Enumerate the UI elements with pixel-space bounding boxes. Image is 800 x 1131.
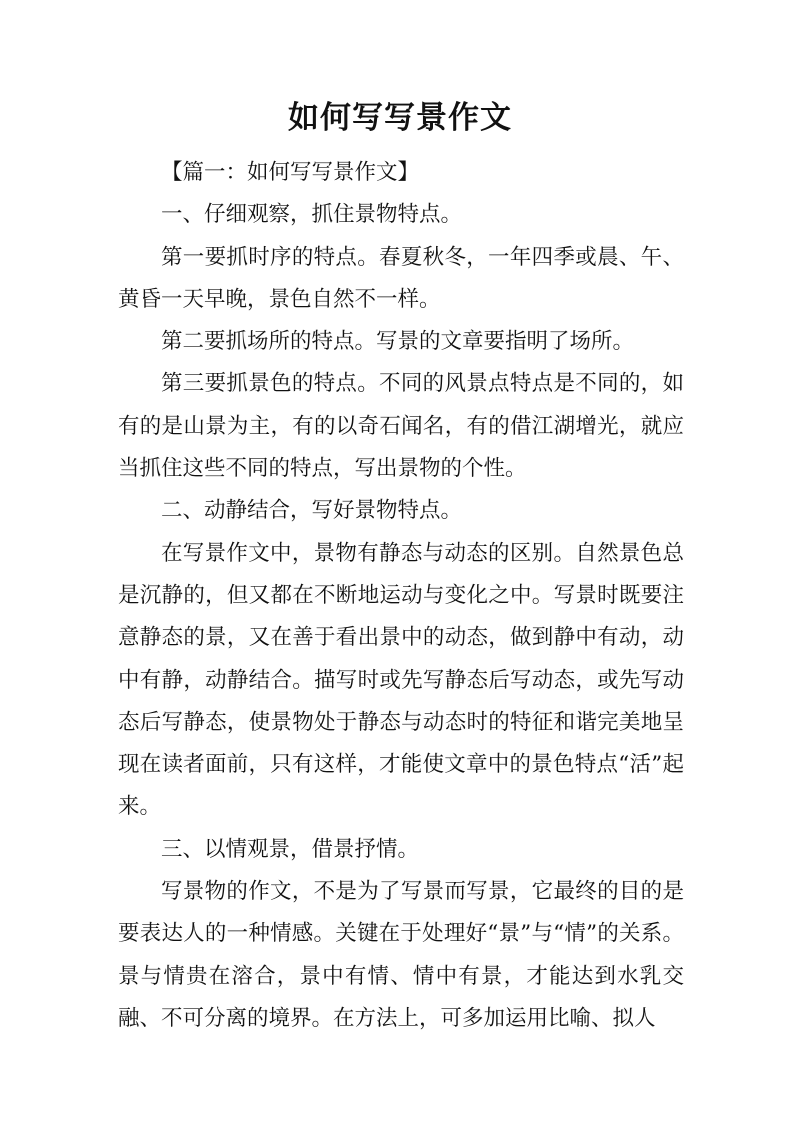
paragraph: 在写景作文中，景物有静态与动态的区别。自然景色总是沉静的，但又都在不断地运动与变化之中。写景时既要注意静态的景，又在善于看出景中的动态，做到静中有动，动中有静，动静结合。描写时或先写静态后写动态，或先写动态后写静态，使景物处于静态与动态时的特征和谐完美地呈现在读者面前，只有这样，才能使文章中的景色特点“活”起来。: [118, 540, 684, 820]
paragraph-heading: 【篇一：如何写写景作文】: [161, 160, 420, 185]
paragraph-section-1: 一、仔细观察，抓住景物特点。: [161, 202, 463, 228]
paragraph-section-3: 三、以情观景，借景抒情。: [161, 836, 420, 862]
paragraph: 第一要抓时序的特点。春夏秋冬，一年四季或晨、午、黄昏一天早晚，景色自然不一样。: [118, 244, 684, 312]
document-title: 如何写写景作文: [288, 100, 512, 136]
document-body: [118, 152, 684, 1040]
paragraph: 第二要抓场所的特点。写景的文章要指明了场所。: [161, 329, 635, 355]
paragraph: 写景物的作文，不是为了写景而写景，它最终的目的是要表达人的一种情感。关键在于处理好“景”与“情”的关系。景与情贵在溶合，景中有情、情中有景，才能达到水乳交融、不可分离的境界。在方法上，可多加运用比喻、拟人: [118, 879, 684, 1031]
paragraph: 第三要抓景色的特点。不同的风景点特点是不同的，如有的是山景为主，有的以奇石闻名，有的借江湖增光，就应当抓住这些不同的特点，写出景物的个性。: [118, 371, 684, 482]
paragraph-section-2: 二、动静结合，写好景物特点。: [161, 498, 463, 524]
